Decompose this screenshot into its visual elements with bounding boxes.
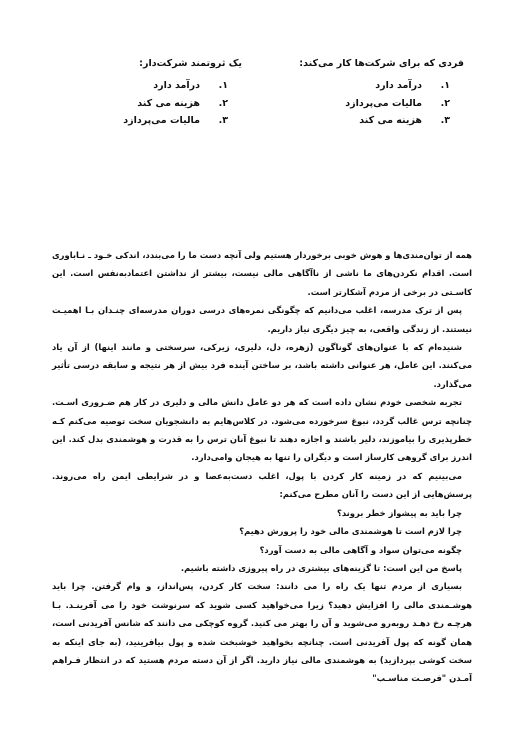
employee-list (274, 78, 464, 131)
paragraph: بسیاری از مردم تنها یک راه را می دانند: سخت کار کردن، پس‌انداز، و وام گرفتن. چرا باید هوشـمندی مالی را افزایش دهید؟ زیرا می‌خواهید کسی شوید که سرنوشت خود را می آفرینـد. بـا هرچـه رخ دهـد روبه‌رو می‌شوید و آن را بهتر می کنید. گروه کوچکی می دانند که شانس آفریدنی است، همان گونه که پول آفریدنی است. چنانچه بخواهید خوشبخت شده و پول بیافرینید، (به جای اینکه به سخت کوشی بپردازید) به هوشمندی مالی نیاز دارید. اگر از آن دسته مردم هستید که در انتظار فـراهم آمـدن "فرصـت مناسـب" (52, 581, 472, 684)
list-text: هزینه می کند (137, 97, 200, 109)
paragraph: پس از ترک مدرسه، اغلب می‌دانیم که چگونگی نمره‌های درسی دوران مدرسه‌ای چنـدان بـا اهمیـت نیستند. از زندگی واقعی، به چیز دیگری نیاز داریم. (52, 305, 472, 334)
paragraph: شنیده‌ام که با عنوان‌های گوناگون (زهره، دل، دلیری، زیرکی، سرسختی و مانند اینها) از آن یاد می‌کنند. این عامل، هر عنوانی داشته باشد، بر ساختن آینده فرد بیش از هر نتیجه و سابقه درسی تأثیر می‌گذارد. (52, 342, 472, 389)
body-text (52, 246, 472, 688)
list-text: مالیات می‌پردازد (345, 97, 422, 109)
list-number: ۱. (440, 80, 450, 91)
list-item (72, 78, 242, 96)
question-line: چرا لازم است تا هوشمندی مالی خود را پرورش دهیم؟ (239, 526, 462, 537)
question-line: چرا باید به پیشواز خطر بروند؟ (336, 507, 462, 518)
list-item (274, 113, 464, 131)
question-line: چگونه می‌توان سواد و آگاهی مالی به دست آورد؟ (259, 544, 462, 555)
owner-column (72, 56, 242, 131)
list-number: ۲. (440, 97, 450, 109)
owner-list (72, 78, 242, 131)
list-number: ۳. (440, 115, 450, 126)
list-text: درآمد دارد (153, 80, 200, 91)
list-text: مالیات می‌پردازد (123, 115, 200, 126)
paragraph: پاسخ من این است: تا گزینه‌های بیشتری در راه پیروزی داشته باشیم. (180, 562, 462, 573)
comparison-lists (70, 56, 464, 136)
list-item (274, 78, 464, 96)
list-number: ۳. (218, 115, 228, 126)
paragraph: تجربه شخصی خودم نشان داده است که هر دو عامل دانش مالی و دلیری در کار هم ضـروری اسـت. چنانچه ترس غالب گردد، نبوغ سرخورده می‌شود. در کلاس‌هایم به دانشجویان سخت توصیه می‌کنم کـه خطرپذیری را بیاموزند، دلیر باشند و اجازه دهند تا نبوغ آنان ترس را به قدرت و هوشمندی بدل کند. این اندرز برای گروهی کارساز است و دیگران را تنها به هیجان وامی‌دارد. (52, 397, 472, 463)
list-item (274, 96, 464, 114)
paragraph: همه از توان‌مندی‌ها و هوش خوبی برخوردار هستیم ولی آنچه دست ما را می‌بندد، اندکی خـود ـ نـاباوری است. اقدام نکردن‌های ما ناشی از ناآگاهی مالی نیست، بیشتر از نداشتن اعتمادبه‌نفس است. این کاسـتی در برخی از مردم آشکارتر است. (52, 250, 472, 297)
list-number: ۲. (218, 97, 228, 109)
list-text: هزینه می کند (359, 115, 422, 126)
list-number: ۱. (218, 80, 228, 91)
employee-column-title: فردی که برای شرکت‌ها کار می‌کند: (299, 58, 464, 69)
employee-column (274, 56, 464, 131)
paragraph: می‌بینیم که در زمینه کار کردن با پول، اغلب دست‌به‌عصا و در شرایطی ایمن راه می‌روند. پرسش‌هایی از این دست را آنان مطرح می‌کنم: (52, 470, 472, 500)
list-text: درآمد دارد (375, 80, 422, 91)
list-item (72, 96, 242, 114)
owner-column-title: یک ثروتمند شرکت‌دار: (139, 58, 242, 69)
list-item (72, 113, 242, 131)
